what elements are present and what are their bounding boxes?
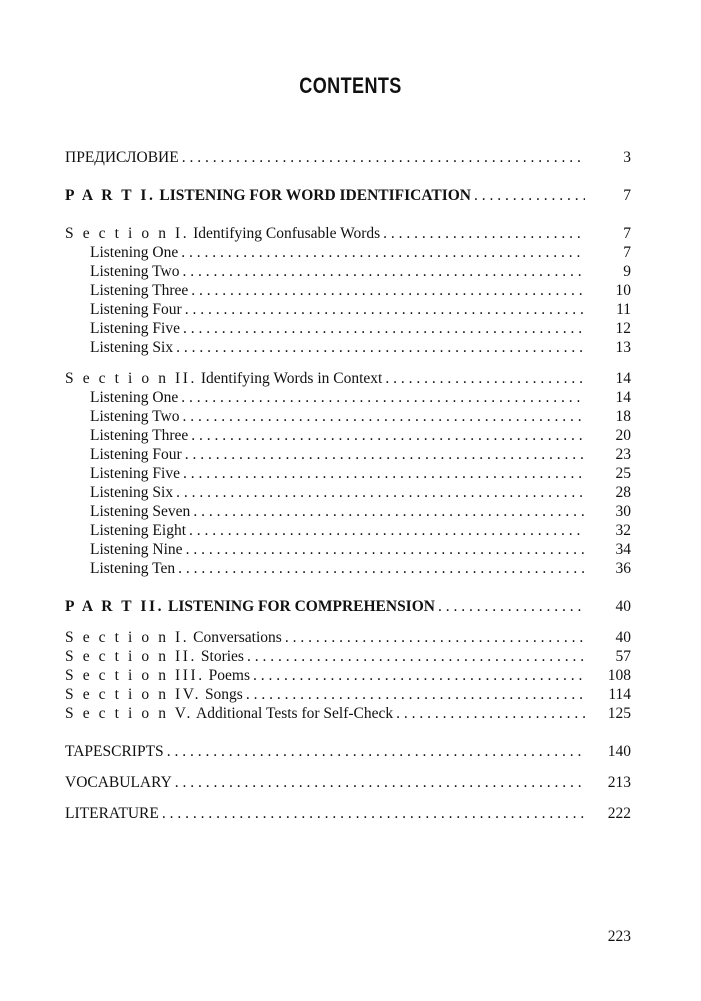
toc-entry-page: 20 [615,427,631,444]
page-number: 223 [607,928,631,945]
toc-entry-listening[interactable] [65,338,631,357]
toc-entry-label: LISTENING FOR COMPREHENSION [167,598,435,615]
toc-entry-label: Listening Eight [90,522,187,539]
leader-dots [438,597,585,616]
toc-entry-label: Listening Four [90,301,182,318]
toc-entry-label: TAPESCRIPTS [65,743,164,760]
table-of-contents [65,148,631,823]
toc-entry-section-2-5[interactable] [65,704,631,723]
toc-entry-page: 114 [608,686,631,703]
toc-entry-label: Listening Three [90,427,189,444]
toc-entry-label: Listening Six [90,484,174,501]
leader-dots [246,685,585,704]
toc-entry-section-1-2[interactable] [65,369,631,388]
section-prefix: S e c t i o n V. [65,705,194,722]
toc-entry-label: Listening Four [90,446,182,463]
leader-dots [181,388,585,407]
toc-entry-listening[interactable] [65,281,631,300]
section-prefix: S e c t i o n I. [65,225,190,242]
toc-entry-label: Listening One [90,244,179,261]
toc-entry-label: Listening One [90,389,179,406]
toc-entry-page: 14 [615,389,631,406]
toc-entry-page: 222 [607,805,631,822]
leader-dots [162,804,585,823]
toc-entry-listening[interactable] [65,407,631,426]
toc-entry-page: 40 [615,598,631,615]
toc-entry-label: Identifying Confusable Words [193,225,381,242]
toc-entry-listening[interactable] [65,540,631,559]
toc-entry-label: Listening Ten [90,560,176,577]
toc-entry-listening[interactable] [65,521,631,540]
leader-dots [175,773,585,792]
section-prefix: S e c t i o n II. [65,370,198,387]
toc-entry-page: 30 [615,503,631,520]
toc-entry-label: Poems [208,667,250,684]
leader-dots [191,426,585,445]
toc-entry-page: 125 [607,705,631,722]
leader-dots [285,628,585,647]
leader-dots [181,243,585,262]
toc-entry-page: 57 [615,648,631,665]
part-prefix: P A R T I. [65,187,156,204]
leader-dots [185,300,585,319]
toc-entry-page: 36 [615,560,631,577]
toc-entry-label: LISTENING FOR WORD IDENTIFICATION [159,187,471,204]
toc-entry-page: 34 [615,541,631,558]
toc-entry-tapescripts[interactable] [65,742,631,761]
leader-dots [167,742,585,761]
toc-entry-label: Additional Tests for Self-Check [196,705,394,722]
toc-entry-listening[interactable] [65,319,631,338]
toc-entry-listening[interactable] [65,464,631,483]
section-prefix: S e c t i o n I. [65,629,190,646]
toc-entry-label: Listening Five [90,465,180,482]
toc-entry-literature[interactable] [65,804,631,823]
toc-entry-page: 32 [615,522,631,539]
toc-entry-label: Listening Two [90,408,180,425]
toc-entry-label: Conversations [193,629,282,646]
toc-entry-page: 7 [623,244,631,261]
leader-dots [385,369,585,388]
leader-dots [189,521,585,540]
toc-entry-listening[interactable] [65,262,631,281]
toc-entry-page: 213 [607,774,631,791]
leader-dots [191,281,585,300]
toc-entry-page: 14 [615,370,631,387]
toc-entry-page: 108 [607,667,631,684]
toc-entry-page: 12 [615,320,631,337]
leader-dots [396,704,585,723]
section-prefix: S e c t i o n IV. [65,686,202,703]
toc-entry-section-2-4[interactable] [65,685,631,704]
toc-entry-vocabulary[interactable] [65,773,631,792]
toc-entry-page: 40 [615,629,631,646]
leader-dots [247,647,585,666]
toc-entry-label: Songs [204,686,243,703]
toc-entry-listening[interactable] [65,300,631,319]
toc-entry-label: Listening Nine [90,541,183,558]
toc-entry-label: VOCABULARY [65,774,172,791]
leader-dots [186,540,585,559]
toc-entry-page: 9 [623,263,631,280]
leader-dots [183,319,585,338]
toc-entry-listening[interactable] [65,243,631,262]
section-prefix: S e c t i o n II. [65,648,198,665]
toc-entry-page: 18 [615,408,631,425]
toc-entry-label: Listening Three [90,282,189,299]
part-prefix: P A R T II. [65,598,165,615]
toc-entry-section-1-1[interactable] [65,224,631,243]
leader-dots [182,262,585,281]
toc-entry-page: 10 [615,282,631,299]
toc-entry-page: 23 [615,446,631,463]
leader-dots [176,483,585,502]
toc-entry-listening[interactable] [65,502,631,521]
toc-entry-page: 11 [616,301,631,318]
leader-dots [178,559,585,578]
leader-dots [474,186,585,205]
toc-entry-page: 7 [623,187,631,204]
page-title: CONTENTS [299,73,402,98]
toc-entry-part-2[interactable] [65,597,631,616]
leader-dots [183,464,585,483]
section-prefix: S e c t i o n III. [65,667,205,684]
leader-dots [383,224,585,243]
leader-dots [176,338,585,357]
toc-entry-listening[interactable] [65,426,631,445]
toc-entry-label: LITERATURE [65,805,159,822]
toc-entry-label: Listening Five [90,320,180,337]
toc-entry-label: Listening Six [90,339,174,356]
toc-entry-listening[interactable] [65,483,631,502]
toc-entry-listening[interactable] [65,559,631,578]
toc-entry-page: 25 [615,465,631,482]
toc-entry-listening[interactable] [65,445,631,464]
toc-entry-preface[interactable] [65,148,631,167]
toc-entry-label: Stories [200,648,244,665]
leader-dots [182,407,585,426]
leader-dots [253,666,585,685]
toc-entry-label: Listening Seven [90,503,191,520]
toc-entry-listening[interactable] [65,388,631,407]
toc-entry-section-2-2[interactable] [65,647,631,666]
toc-entry-page: 28 [615,484,631,501]
toc-entry-page: 13 [615,339,631,356]
toc-entry-page: 140 [607,743,631,760]
leader-dots [182,148,585,167]
leader-dots [193,502,585,521]
toc-entry-section-2-1[interactable] [65,628,631,647]
toc-entry-section-2-3[interactable] [65,666,631,685]
toc-entry-label: Identifying Words in Context [200,370,383,387]
toc-entry-part-1[interactable] [65,186,631,205]
leader-dots [185,445,585,464]
toc-entry-label: Listening Two [90,263,180,280]
toc-entry-page: 7 [623,225,631,242]
toc-entry-label: ПРЕДИСЛОВИЕ [65,149,179,166]
toc-entry-page: 3 [623,149,631,166]
